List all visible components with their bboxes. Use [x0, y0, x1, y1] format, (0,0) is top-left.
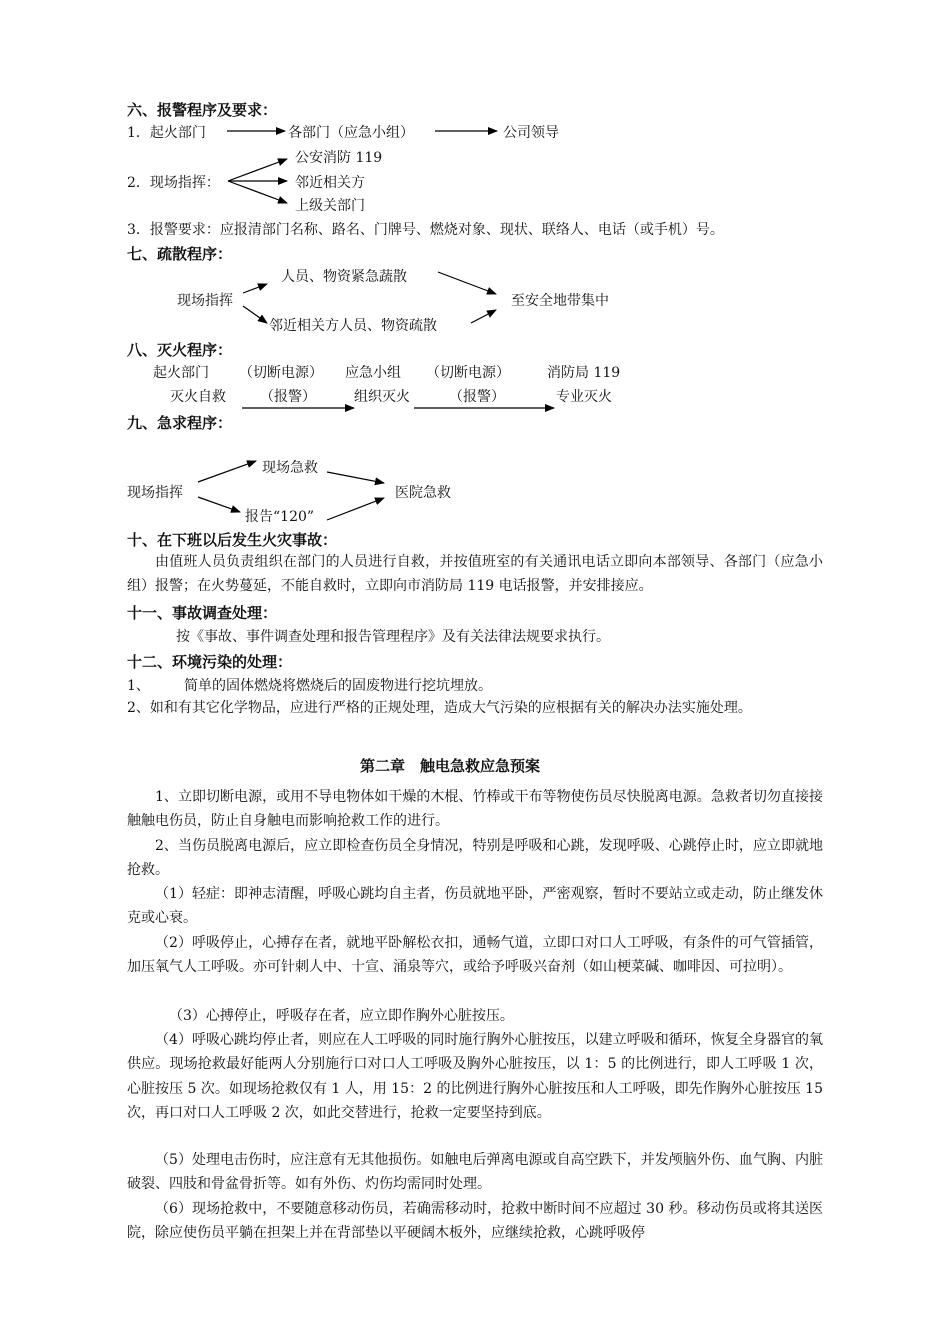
fire-r1-c1: 起火部门: [153, 365, 209, 381]
alarm-requirements: 3．报警要求：应报清部门名称、路名、门牌号、燃烧对象、现状、联络人、电话（或手机）号。: [127, 222, 724, 238]
alarm-target-superior: 上级关部门: [295, 198, 365, 214]
rescue-lower: 报告“120”: [245, 509, 315, 525]
env-item1-number: 1、: [127, 678, 150, 694]
evac-source: 现场指挥: [177, 293, 233, 309]
alarm-step1-dept: 各部门（应急小组）: [288, 125, 414, 141]
chapter-2-paragraph: （6）现场抢救中，不要随意移动伤员，若确需移动时，抢救中断时间不应超过 30 秒。移动伤员或将其送医院，除应使伤员平躺在担架上并在背部垫以平硬阔木板外，应继续抢救，心跳呼吸停: [127, 1201, 823, 1242]
section-11-heading: 十一、事故调查处理：: [127, 604, 278, 622]
section-6-heading: 六、报警程序及要求：: [127, 101, 278, 119]
section-7-heading: 七、疏散程序：: [127, 245, 233, 263]
section-9-heading: 九、急求程序：: [127, 414, 233, 432]
section-11-text: 按《事故、事件调查处理和报告管理程序》及有关法律法规要求执行。: [176, 629, 610, 645]
fire-r1-c2: （切断电源）: [239, 365, 323, 381]
chapter-2-paragraph: （1）轻症：即神志清醒，呼吸心跳均自主者，伤员就地平卧，严密观察，暂时不要站立或走动，防止继发休克或心衰。: [127, 886, 823, 927]
section-8-heading: 八、灭火程序：: [127, 341, 233, 359]
chapter-2-paragraph: 1、立即切断电源，或用不导电物体如干燥的木棍、竹棒或干布等物使伤员尽快脱离电源。急救者切勿直接接触触电伤员，防止自身触电而影响抢救工作的进行。: [127, 789, 823, 830]
chapter-2-paragraph: （5）处理电击伤时，应注意有无其他损伤。如触电后弹离电源或自高空跌下，并发颅脑外伤、血气胸、内脏破裂、四肢和骨盆骨折等。如有外伤、灼伤均需同时处理。: [127, 1152, 823, 1193]
fire-r1-c4: （切断电源）: [426, 365, 510, 381]
fire-r2-c1: 灭火自救: [170, 389, 226, 405]
fire-r1-c3: 应急小组: [345, 365, 401, 381]
section-10-text: 由值班人员负责组织在部门的人员进行自救，并按值班室的有关通讯电话立即向本部领导、各部门（应急小组）报警；在火势蔓延，不能自救时，立即向市消防局 119 电话报警，并安排接应。: [127, 554, 823, 595]
fire-r2-c4: （报警）: [449, 389, 505, 405]
rescue-source: 现场指挥: [127, 485, 183, 501]
evac-target: 至安全地带集中: [511, 293, 609, 309]
section-10-heading: 十、在下班以后发生火灾事故：: [127, 531, 338, 549]
alarm-step1-origin: 1．起火部门: [127, 125, 206, 141]
fire-r2-c5: 专业灭火: [556, 389, 612, 405]
section-12-heading: 十二、环境污染的处理：: [127, 653, 293, 671]
evac-upper: 人员、物资紧急蔬散: [281, 269, 407, 285]
chapter-2-paragraph: 2、当伤员脱离电源后，应立即检查伤员全身情况，特别是呼吸和心跳，发现呼吸、心跳停止时，应立即就地抢救。: [127, 838, 823, 879]
fire-r2-c3: 组织灭火: [354, 389, 410, 405]
chapter-2-title: 第二章 触电急救应急预案: [360, 757, 541, 775]
alarm-target-fire: 公安消防 119: [295, 150, 383, 166]
chapter-2-paragraph: （3）心搏停止，呼吸存在者，应立即作胸外心脏按压。: [169, 1008, 514, 1024]
alarm-step2-label: 2．现场指挥：: [127, 175, 220, 191]
rescue-upper: 现场急救: [262, 460, 318, 476]
env-item1-text: 简单的固体燃烧将燃烧后的固废物进行挖坑埋放。: [184, 678, 492, 694]
chapter-2-paragraph: （4）呼吸心跳均停止者，则应在人工呼吸的同时施行胸外心脏按压，以建立呼吸和循环，恢复全身器官的氧供应。现场抢救最好能两人分别施行口对口人工呼吸及胸外心脏按压，以 1：5 的比例进行，即人工呼吸 1 次，心脏按压 5 次。如现场抢救仅有 1 人，用 15：2 的比例进行胸外心脏按压和人工呼吸，即先作胸外心脏按压 15 次，再口对口人工呼吸 2 次，如此交替进行，抢救一定要坚持到底。: [127, 1032, 823, 1122]
alarm-step1-leader: 公司领导: [503, 125, 559, 141]
alarm-target-neighbor: 邻近相关方: [295, 175, 365, 191]
fire-r2-c2: （报警）: [260, 389, 316, 405]
rescue-target: 医院急救: [395, 485, 451, 501]
env-item2-text: 2、如和有其它化学物品，应进行严格的正规处理，造成大气污染的应根据有关的解决办法实施处理。: [127, 700, 752, 716]
chapter-2-paragraph: （2）呼吸停止，心搏存在者，就地平卧解松衣扣，通畅气道，立即口对口人工呼吸，有条件的可气管插管，加压氧气人工呼吸。亦可针刺人中、十宣、涌泉等穴，或给予呼吸兴奋剂（如山梗菜碱、咖啡因、可拉明）。: [127, 935, 823, 976]
evac-lower: 邻近相关方人员、物资疏散: [269, 318, 437, 334]
fire-r1-c5: 消防局 119: [547, 365, 621, 381]
